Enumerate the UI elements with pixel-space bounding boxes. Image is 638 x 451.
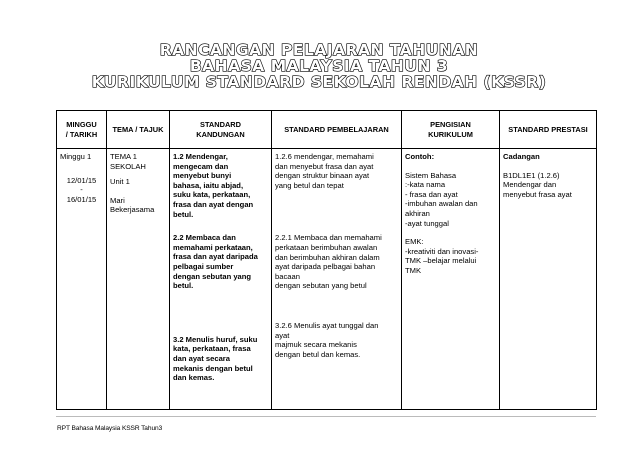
document-title-line-1: RANCANGAN PELAJARAN TAHUNAN [159, 41, 479, 59]
tema-title: TEMA 1 SEKOLAH [110, 152, 146, 171]
cell-pengisian-kurikulum [402, 149, 500, 410]
date-separator: - [80, 185, 83, 195]
cell-standard-prestasi [500, 149, 597, 410]
tema-unit: Unit 1 [110, 177, 130, 187]
document-title-line-3: KURIKULUM STANDARD SEKOLAH RENDAH (KSSR) [91, 73, 547, 91]
pengisian-item-2: EMK: -kreativiti dan inovasi- TMK –belajar melalui TMK [405, 237, 479, 275]
cell-tema [107, 149, 170, 410]
sp-item-1: 1.2.6 mendengar, memahami dan menyebut frasa dan ayat dengan struktur binaan ayat yang betul dan tepat [275, 152, 374, 190]
header-pengisian-kurikulum: PENGISIAN KURIKULUM [402, 111, 500, 149]
sk-item-1: 1.2 Mendengar, mengecam dan menyebut bunyi bahasa, iaitu abjad, suku kata, perkataan, frasa dan ayat dengan betul. [173, 152, 254, 219]
header-standard-pembelajaran: STANDARD PEMBELAJARAN [272, 111, 402, 149]
pengisian-item-1: Sistem Bahasa :-kata nama - frasa dan ayat -imbuhan awalan dan akhiran -ayat tunggal [405, 170, 478, 228]
document-title-block [0, 42, 638, 90]
sp-item-2: 2.2.1 Membaca dan memahami perkataan berimbuhan awalan dan berimbuhan akhiran dalam ayat daripada pelbagai bahan bacaan dengan sebutan yang betul [275, 233, 382, 291]
header-minggu: MINGGU / TARIKH [57, 111, 107, 149]
rpt-table [56, 110, 597, 410]
header-tema: TEMA / TAJUK [107, 111, 170, 149]
header-standard-prestasi: STANDARD PRESTASI [500, 111, 597, 149]
sp-item-3: 3.2.6 Menulis ayat tunggal dan ayat majmuk secara mekanis dengan betul dan kemas. [275, 320, 379, 359]
pengisian-label: Contoh: [405, 152, 435, 161]
header-standard-kandungan: STANDARD KANDUNGAN [170, 111, 272, 149]
prestasi-item-1: B1DL1E1 (1.2.6) Mendengar dan menyebut frasa ayat [503, 170, 572, 199]
table-row [57, 149, 597, 410]
document-title-line-2: BAHASA MALAYSIA TAHUN 3 [189, 57, 449, 75]
tema-topic: Mari Bekerjasama [110, 195, 155, 215]
cell-standard-kandungan [170, 149, 272, 410]
week-label: Minggu 1 [60, 152, 92, 161]
prestasi-label: Cadangan [503, 152, 540, 161]
date-start: 12/01/15 [66, 175, 97, 185]
table-header-row [57, 111, 597, 149]
footer-divider [56, 416, 596, 417]
page-footer: RPT Bahasa Malaysia KSSR Tahun3 [57, 425, 163, 432]
sk-item-3: 3.2 Menulis huruf, suku kata, perkataan, frasa dan ayat secara mekanis dengan betul dan kemas. [173, 334, 258, 383]
cell-standard-pembelajaran [272, 149, 402, 410]
date-end: 16/01/15 [66, 194, 97, 204]
cell-minggu [57, 149, 107, 410]
sk-item-2: 2.2 Membaca dan memahami perkataan, frasa dan ayat daripada pelbagai sumber dengan sebutan yang betul. [173, 233, 258, 291]
